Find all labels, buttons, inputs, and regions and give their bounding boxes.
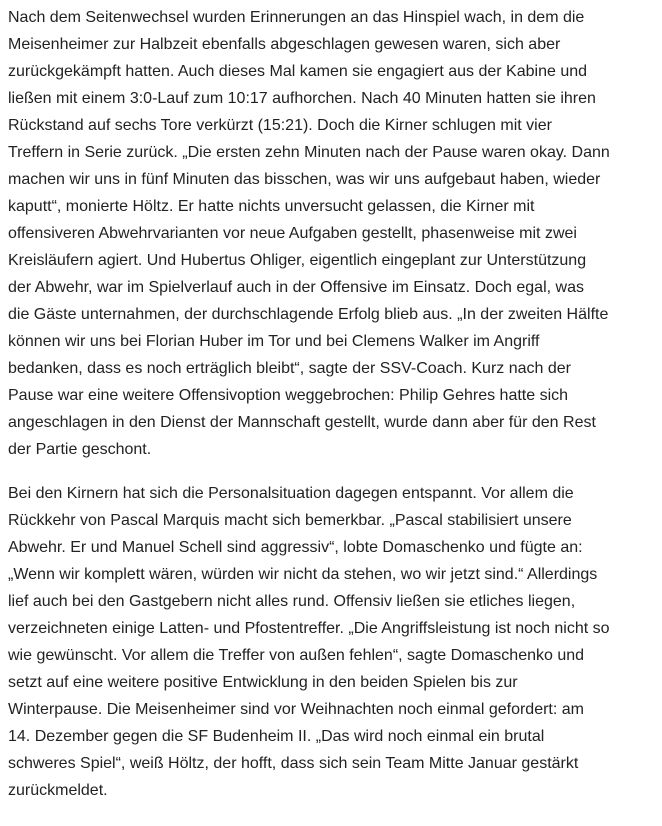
text-line: machen wir uns in fünf Minuten das bisschen, was wir uns aufgebaut haben, wieder [8, 171, 601, 188]
text-line: Treffern in Serie zurück. „Die ersten zehn Minuten nach der Pause waren okay. Dann [8, 144, 610, 161]
text-line: angeschlagen in den Dienst der Mannschaft gestellt, wurde dann aber für den Rest [8, 414, 596, 431]
article-paragraph [8, 4, 654, 463]
text-line: Rückkehr von Pascal Marquis macht sich bemerkbar. „Pascal stabilisiert unsere [8, 512, 572, 529]
text-line: Winterpause. Die Meisenheimer sind vor Weihnachten noch einmal gefordert: am [8, 701, 584, 718]
text-line: Bei den Kirnern hat sich die Personalsituation dagegen entspannt. Vor allem die [8, 485, 574, 502]
text-line: der Abwehr, war im Spielverlauf auch in der Offensive im Einsatz. Doch egal, was [8, 279, 584, 296]
paragraph-spacer [8, 463, 654, 480]
text-line: Pause war eine weitere Offensivoption weggebrochen: Philip Gehres hatte sich [8, 387, 569, 404]
text-line: offensiveren Abwehrvarianten vor neue Aufgaben gestellt, phasenweise mit zwei [8, 225, 577, 242]
text-line: wie gewünscht. Vor allem die Treffer von außen fehlen“, sagte Domaschenko und [8, 647, 585, 664]
text-line: die Gäste unternahmen, der durchschlagende Erfolg blieb aus. „In der zweiten Hälfte [8, 306, 609, 323]
text-line: Meisenheimer zur Halbzeit ebenfalls abgeschlagen gewesen waren, sich aber [8, 36, 561, 53]
text-line: ließen mit einem 3:0-Lauf zum 10:17 aufhorchen. Nach 40 Minuten hatten sie ihren [8, 90, 596, 107]
text-line: können wir uns bei Florian Huber im Tor und bei Clemens Walker im Angriff [8, 333, 540, 350]
text-line: 14. Dezember gegen die SF Budenheim II. „Das wird noch einmal ein brutal [8, 728, 545, 745]
text-line: Nach dem Seitenwechsel wurden Erinnerungen an das Hinspiel wach, in dem die [8, 9, 585, 26]
text-line: Abwehr. Er und Manuel Schell sind aggressiv“, lobte Domaschenko und fügte an: [8, 539, 583, 556]
text-line: bedanken, dass es noch erträglich bleibt“, sagte der SSV-Coach. Kurz nach der [8, 360, 571, 377]
text-line: „Wenn wir komplett wären, würden wir nicht da stehen, wo wir jetzt sind.“ Allerdings [8, 566, 598, 583]
text-line: verzeichneten einige Latten- und Pfostentreffer. „Die Angriffsleistung ist noch nicht so [8, 620, 610, 637]
text-line: setzt auf eine weitere positive Entwicklung in den beiden Spielen bis zur [8, 674, 518, 691]
text-line: Kreisläufern agiert. Und Hubertus Ohliger, eigentlich eingeplant zur Unterstützung [8, 252, 587, 269]
text-line: Rückstand auf sechs Tore verkürzt (15:21). Doch die Kirner schlugen mit vier [8, 117, 552, 134]
text-line: der Partie geschont. [8, 441, 152, 458]
text-line: lief auch bei den Gastgebern nicht alles rund. Offensiv ließen sie etliches liegen, [8, 593, 576, 610]
text-line: zurückmeldet. [8, 782, 108, 799]
text-line: kaputt“, monierte Höltz. Er hatte nichts unversucht gelassen, die Kirner mit [8, 198, 535, 215]
text-line: zurückgekämpft hatten. Auch dieses Mal kamen sie engagiert aus der Kabine und [8, 63, 588, 80]
article-paragraph [8, 480, 654, 804]
text-line: schweres Spiel“, weiß Höltz, der hofft, dass sich sein Team Mitte Januar gestärkt [8, 755, 579, 772]
